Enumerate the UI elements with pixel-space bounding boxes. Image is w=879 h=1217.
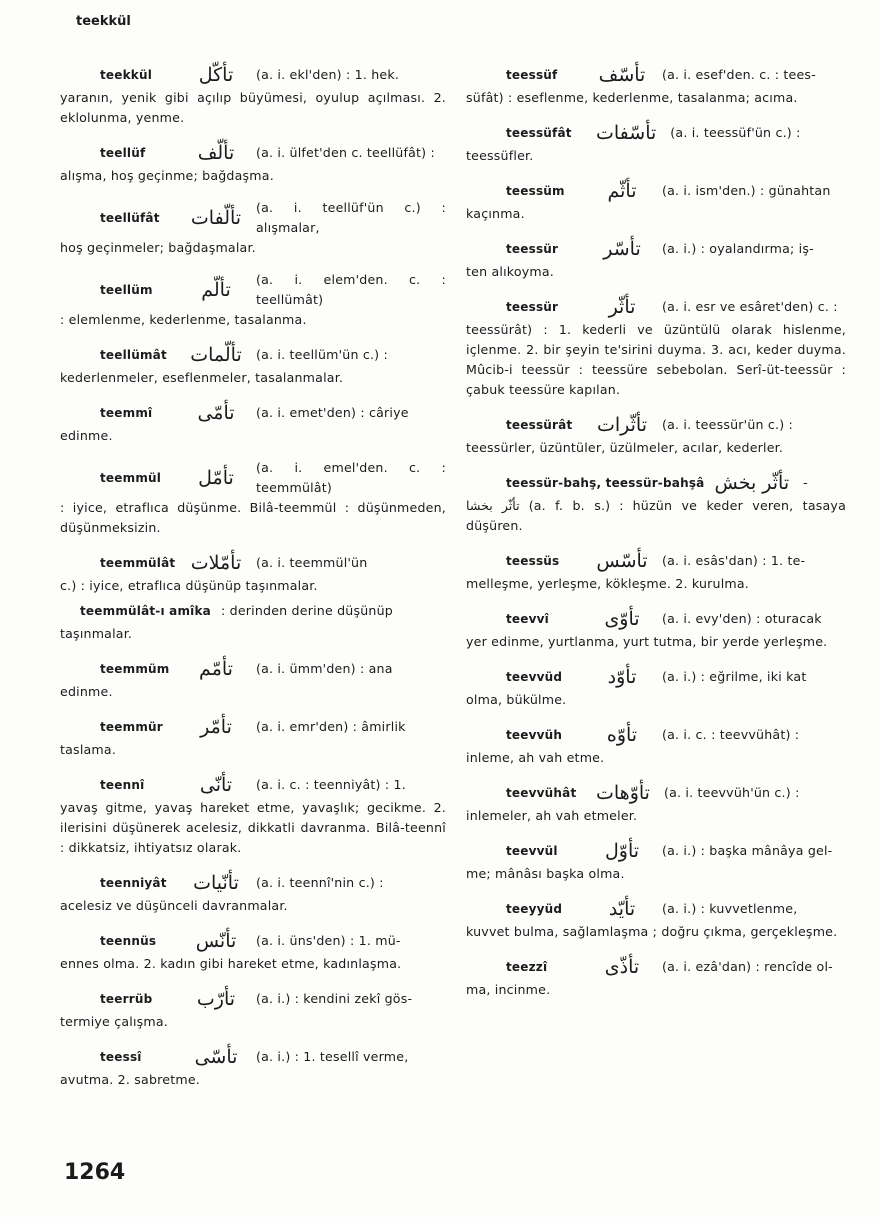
headword: teemmür (100, 720, 163, 734)
definition-lead: (a. i. ülfet'den c. teellüfât) : (256, 145, 435, 160)
headword: teennüs (100, 934, 157, 948)
dictionary-entry (60, 62, 446, 128)
headword: teevvüh (506, 728, 563, 742)
arabic-script: تأمّى (197, 402, 235, 424)
definition-text: ten alıkoyma. (466, 264, 554, 279)
entry-head (60, 598, 446, 624)
headword: teerrüb (100, 992, 153, 1006)
headword: teemmüm (100, 662, 170, 676)
dictionary-entry (466, 178, 846, 224)
dictionary-entry (60, 270, 446, 330)
definition-lead: (a. i.) : başka mânâya gel- (662, 843, 833, 858)
definition-lead: (a. i. ekl'den) : 1. hek. (256, 67, 400, 82)
arabic-script: تأمّر (200, 716, 232, 738)
definition-lead: (a. i. ism'den.) : günahtan (662, 183, 831, 198)
entry-head (466, 548, 846, 574)
definition-text: acelesiz ve düşünceli davranmalar. (60, 898, 288, 913)
definition-text: c.) : iyice, etraflıca düşünüp taşınmalar. (60, 578, 318, 593)
dictionary-entry (466, 236, 846, 282)
definition-text: teessüfler. (466, 148, 534, 163)
definition-lead: (a. i. teennî'nin c.) : (256, 875, 384, 890)
definition-text: teessürler, üzüntüler, üzülmeler, acılar, kederler. (466, 440, 784, 455)
definition-text: inleme, ah vah etme. (466, 750, 605, 765)
dictionary-entry (60, 656, 446, 702)
definition-lead: (a. i. evy'den) : oturacak (662, 611, 822, 626)
definition-lead: (a. i.) : 1. tesellî verme, (256, 1049, 409, 1064)
arabic-script: تأوّى (604, 608, 640, 630)
definition-text: ma, incinme. (466, 982, 551, 997)
dictionary-entry (466, 722, 846, 768)
entry-head (466, 120, 846, 146)
entry-head (60, 342, 446, 368)
definition-lead: (a. i.) : kuvvetlenme, (662, 901, 798, 916)
arabic-script: تأنّس (195, 930, 237, 952)
arabic-script: تأثّر (608, 296, 636, 318)
dictionary-entry (466, 548, 846, 594)
definition-text: olma, bükülme. (466, 692, 567, 707)
definition-lead: (a. i. elem'den. c. : teellümât) (256, 272, 446, 307)
entry-head (60, 928, 446, 954)
left-column (60, 62, 446, 1102)
dictionary-entry (60, 458, 446, 538)
arabic-script: تأوّد (607, 666, 637, 688)
entry-head (60, 400, 446, 426)
running-header: teekkül (76, 14, 131, 29)
headword: teemmî (100, 406, 153, 420)
definition-lead: (a. i.) : kendini zekî gös- (256, 991, 413, 1006)
definition-text: taşınmalar. (60, 626, 133, 641)
arabic-script: تأسّس (596, 550, 648, 572)
dictionary-entry (466, 954, 846, 1000)
entry-head (466, 236, 846, 262)
entry-head (466, 954, 846, 980)
headword: teeyyüd (506, 902, 563, 916)
dictionary-entry (60, 140, 446, 186)
definition-lead: (a. i. c. : teevvühât) : (662, 727, 800, 742)
headword: teessüm (506, 184, 565, 198)
dictionary-entry (60, 986, 446, 1032)
dictionary-entry (466, 664, 846, 710)
dictionary-entry (60, 1044, 446, 1090)
definition-lead: (a. i. teellüf'ün c.) : alışmalar, (256, 200, 446, 235)
arabic-script: تأسّفات (596, 122, 657, 144)
dictionary-entry (60, 598, 446, 644)
arabic-script: تألّف (197, 142, 235, 164)
definition-text: hoş geçinmeler; bağdaşmalar. (60, 240, 256, 255)
right-column (466, 62, 846, 1012)
headword: teessüfât (506, 126, 572, 140)
definition-text: süfât) : eseflenme, kederlenme, tasalanma; acıma. (466, 90, 798, 105)
entry-head (466, 780, 846, 806)
entry-head (466, 178, 846, 204)
definition-lead: - (803, 475, 808, 490)
entry-head (466, 62, 846, 88)
definition-text: ennes olma. 2. kadın gibi hareket etme, kadınlaşma. (60, 956, 402, 971)
arabic-script: تأثّر بخش (714, 472, 790, 494)
definition-text: : iyice, etraflıca düşünme. Bilâ-teemmül : düşünmeden, düşünmeksizin. (60, 500, 446, 535)
dictionary-entry (466, 62, 846, 108)
dictionary-entry (60, 714, 446, 760)
dictionary-entry (60, 550, 446, 596)
definition-lead: (a. i. esef'den. c. : tees- (662, 67, 816, 82)
entry-head (60, 140, 446, 166)
dictionary-entry (466, 780, 846, 826)
arabic-script: تأرّب (196, 988, 236, 1010)
entry-head (466, 606, 846, 632)
dictionary-entry (466, 896, 846, 942)
headword: teessür (506, 300, 559, 314)
headword: teessüf (506, 68, 558, 82)
arabic-script: تألّم (201, 279, 231, 301)
headword: teevvüd (506, 670, 563, 684)
headword: teellüm (100, 283, 153, 297)
arabic-script: تأسّر (603, 238, 641, 260)
definition-lead: (a. i. emel'den. c. : teemmülât) (256, 460, 446, 495)
entry-head (60, 62, 446, 88)
dictionary-entry (466, 120, 846, 166)
definition-text: me; mânâsı başka olma. (466, 866, 625, 881)
arabic-script: تأثّرات (596, 414, 647, 436)
definition-lead: (a. i. emr'den) : âmirlik (256, 719, 406, 734)
entry-head (60, 458, 446, 498)
definition-text: yer edinme, yurtlanma, yurt tutma, bir yerde yerleşme. (466, 634, 828, 649)
arabic-script: تأنّيات (193, 872, 239, 894)
definition-lead: (a. i.) : oyalandırma; iş- (662, 241, 814, 256)
definition-lead: (a. i. teemmül'ün (256, 555, 368, 570)
entry-head (60, 870, 446, 896)
arabic-script: تأسّى (194, 1046, 238, 1068)
definition-text: edinme. (60, 428, 113, 443)
entry-head (466, 838, 846, 864)
definition-text: kaçınma. (466, 206, 525, 221)
definition-text: teessürât) : 1. kederli ve üzüntülü olarak hislenme, içlenme. 2. bir şeyin te'sirini duyma. 3. acı, keder duyma. Mûcib-i teessür : teessüre sebebolan. Serî-üt-teessür : çabuk teessüre kapılan. (466, 322, 846, 397)
dictionary-entry (60, 928, 446, 974)
entry-head (466, 470, 846, 496)
definition-lead: (a. i. esâs'dan) : 1. te- (662, 553, 806, 568)
headword: teemmül (100, 471, 162, 485)
arabic-script: تأكّل (198, 64, 234, 86)
definition-lead: (a. i. üns'den) : 1. mü- (256, 933, 401, 948)
headword: teevvühât (506, 786, 577, 800)
entry-head (466, 294, 846, 320)
entry-head (60, 550, 446, 576)
headword: teevvül (506, 844, 558, 858)
dictionary-entry (60, 870, 446, 916)
definition-lead: (a. i. teessür'ün c.) : (662, 417, 793, 432)
entry-head (466, 722, 846, 748)
entry-head (60, 198, 446, 238)
definition-text: melleşme, yerleşme, kökleşme. 2. kurulma. (466, 576, 749, 591)
arabic-script: تأثّم (607, 180, 637, 202)
page-number: 1264 (64, 1160, 126, 1185)
headword: teenniyât (100, 876, 167, 890)
arabic-script: تأسّف (598, 64, 646, 86)
dictionary-entry (60, 400, 446, 446)
arabic-script: تأذّى (604, 956, 640, 978)
dictionary-entry (466, 294, 846, 400)
entry-head (60, 656, 446, 682)
arabic-script: تأوّل (604, 840, 640, 862)
headword: teessî (100, 1050, 142, 1064)
entry-head (60, 986, 446, 1012)
headword: teellüf (100, 146, 146, 160)
arabic-script: تأوّهات (596, 782, 650, 804)
headword: teevvî (506, 612, 549, 626)
entry-head (60, 270, 446, 310)
dictionary-entry (60, 772, 446, 858)
definition-text: kederlenmeler, eseflenmeler, tasalanmalar. (60, 370, 344, 385)
definition-text: kuvvet bulma, sağlamlaşma ; doğru çıkma, gerçekleşme. (466, 924, 838, 939)
definition-text: yaranın, yenik gibi açılıp büyümesi, oyulup açılması. 2. eklolunma, yenme. (60, 90, 446, 125)
arabic-script: تأنّى (199, 774, 233, 796)
arabic-script: تأيّد (608, 898, 636, 920)
definition-lead: (a. i. emet'den) : câriye (256, 405, 409, 420)
headword: teessüs (506, 554, 560, 568)
dictionary-entry (466, 412, 846, 458)
entry-head (60, 714, 446, 740)
headword: teessürât (506, 418, 573, 432)
definition-text: inlemeler, ah vah etmeler. (466, 808, 638, 823)
arabic-script: تأمّل (198, 467, 234, 489)
headword: teezzî (506, 960, 548, 974)
arabic-script: تألّفات (190, 207, 242, 229)
arabic-script: تأمّم (199, 658, 233, 680)
definition-lead: : derinden derine düşünüp (220, 603, 393, 618)
definition-text: : elemlenme, kederlenme, tasalanma. (60, 312, 307, 327)
definition-lead: (a. i. ezâ'dan) : rencîde ol- (662, 959, 833, 974)
definition-lead: (a. i. teevvüh'ün c.) : (663, 785, 800, 800)
definition-lead: (a. i. c. : teenniyât) : 1. (256, 777, 406, 792)
headword: teekkül (100, 68, 153, 82)
arabic-script: تأوّه (606, 724, 638, 746)
definition-text: yavaş gitme, yavaş hareket etme, yavaşlık; gecikme. 2. ilerisini düşünerek acelesiz, dikkatli davranma. Bilâ-teennî : dikkatsiz, ihtiyatsız olarak. (60, 800, 446, 855)
dictionary-entry (466, 470, 846, 536)
definition-text: avutma. 2. sabretme. (60, 1072, 200, 1087)
definition-text: alışma, hoş geçinme; bağdaşma. (60, 168, 274, 183)
definition-text: تأثّر بخشا (a. f. b. s.) : hüzün ve keder veren, tasaya düşüren. (466, 498, 846, 533)
headword: teessür-bahş, teessür-bahşâ (506, 476, 705, 490)
entry-head (466, 412, 846, 438)
definition-lead: (a. i. teellüm'ün c.) : (256, 347, 388, 362)
definition-lead: (a. i. teessüf'ün c.) : (670, 125, 801, 140)
headword: teessür (506, 242, 559, 256)
definition-lead: (a. i. ümm'den) : ana (256, 661, 393, 676)
definition-lead: (a. i. esr ve esâret'den) c. : (662, 299, 838, 314)
definition-lead: (a. i.) : eğrilme, iki kat (662, 669, 807, 684)
headword: teellümât (100, 348, 167, 362)
arabic-script: تأمّلات (190, 552, 242, 574)
entry-head (466, 896, 846, 922)
headword: teennî (100, 778, 145, 792)
dictionary-entry (466, 606, 846, 652)
dictionary-entry (466, 838, 846, 884)
headword: teellüfât (100, 211, 160, 225)
dictionary-entry (60, 342, 446, 388)
arabic-script: تألّمات (190, 344, 242, 366)
headword: teemmülât-ı amîka (80, 604, 211, 618)
definition-text: termiye çalışma. (60, 1014, 169, 1029)
definition-text: taslama. (60, 742, 117, 757)
entry-head (60, 772, 446, 798)
definition-text: edinme. (60, 684, 113, 699)
headword: teemmülât (100, 556, 176, 570)
entry-head (60, 1044, 446, 1070)
dictionary-entry (60, 198, 446, 258)
entry-head (466, 664, 846, 690)
